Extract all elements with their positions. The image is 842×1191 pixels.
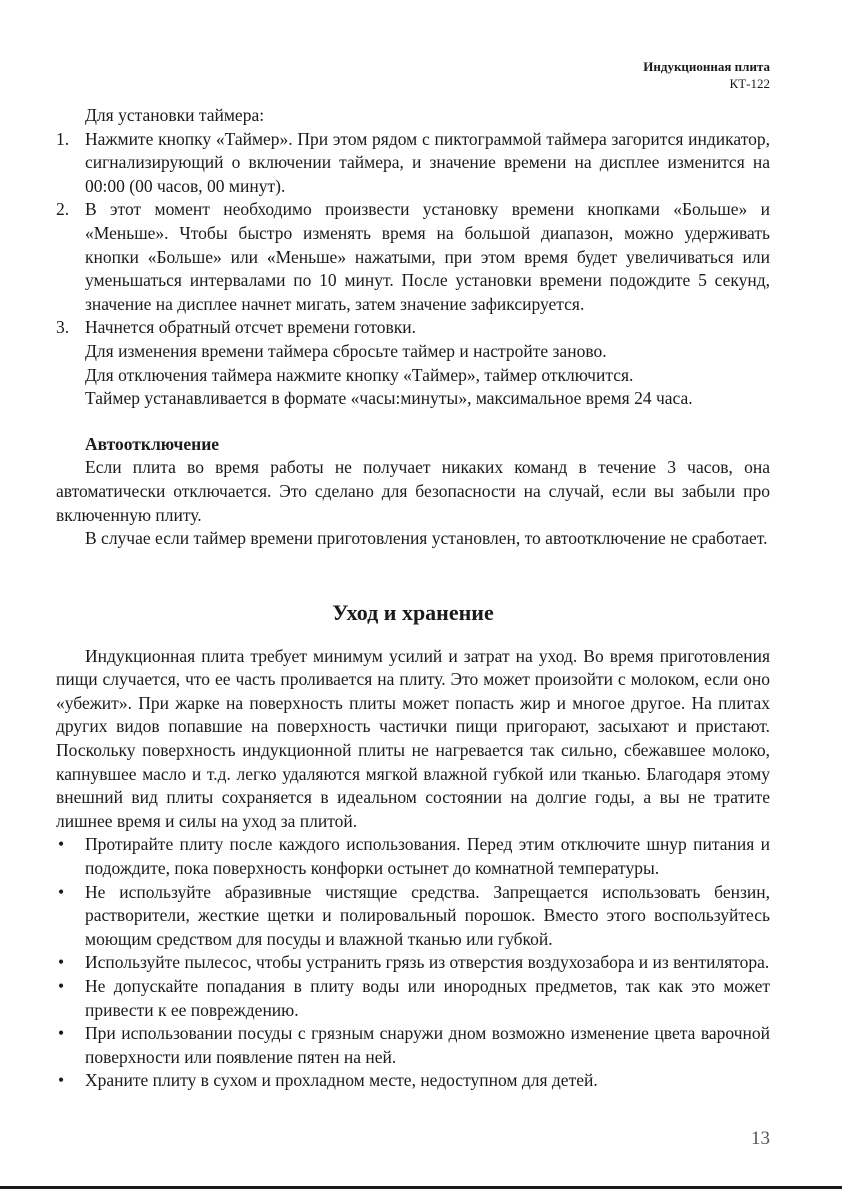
step-text: Начнется обратный отсчет времени готовки. [85, 317, 416, 338]
bottom-divider [0, 1186, 842, 1189]
list-item [56, 975, 770, 1022]
page-number: 13 [751, 1128, 770, 1149]
step-text: В этот момент необходимо произвести установку времени кнопками «Больше» и «Меньше». Чтобы быстро изменять время на большой диапазон, можно удерживать кнопки «Больше» или «Меньше» нажатыми, при этом время будет увеличиваться или уменьшаться интервалами по 10 минут. После установки времени подождите 5 секунд, значение на дисплее начнет мигать, затем значение зафиксируется. [85, 199, 770, 314]
bullet-text: Не используйте абразивные чистящие средства. Запрещается использовать бензин, растворители, жесткие щетки и полировальный порошок. Вместо этого воспользуйтесь моющим средством для посуды и влажной тканью или губкой. [85, 881, 770, 949]
auto-off-paragraph: Если плита во время работы не получает никаких команд в течение 3 часов, она автоматически отключается. Это сделано для безопасности на случай, если вы забыли про включенную плиту. [56, 457, 770, 525]
bullet-text: Протирайте плиту после каждого использования. Перед этим отключите шнур питания и подождите, пока поверхность конфорки остынет до комнатной температуры. [85, 834, 770, 879]
timer-note: Таймер устанавливается в формате «часы:минуты», максимальное время 24 часа. [85, 388, 693, 409]
list-item [56, 951, 770, 975]
step-number: 3. [56, 317, 70, 338]
auto-off-heading: Автоотключение [85, 433, 220, 454]
step-number: 2. [56, 199, 70, 220]
auto-off-paragraph: В случае если таймер времени приготовления установлен, то автоотключение не сработает. [85, 528, 768, 549]
care-intro-paragraph: Индукционная плита требует минимум усилий и затрат на уход. Во время приготовления пищи случается, что ее часть проливается на плиту. Это может произойти с молоком, если оно «убежит». При жарке на поверхность плиты может попасть жир и многое другое. На плитах других видов попавшие на поверхность частички пищи пригорают, засыхают и пристают. Поскольку поверхность индукционной плиты не нагревается так сильно, сбежавшее молоко, капнувшее масло и т.д. легко удаляются мягкой влажной губкой или тканью. Благодаря этому внешний вид плиты сохраняется в идеальном состоянии на долгие годы, а вы не тратите лишнее время и силы на уход за плитой. [56, 645, 770, 831]
list-item [56, 1022, 770, 1069]
timer-intro: Для установки таймера: [85, 105, 265, 125]
list-item [56, 833, 770, 880]
page-content [56, 104, 770, 1093]
step-text: Нажмите кнопку «Таймер». При этом рядом с пиктограммой таймера загорится индикатор, сигнализирующий о включении таймера, и значение времени на дисплее изменится на 00:00 (00 часов, 00 минут). [85, 128, 770, 196]
bullet-marker: • [58, 1023, 65, 1044]
bullet-marker: • [58, 952, 65, 973]
list-item [56, 1069, 770, 1093]
running-header [643, 58, 770, 92]
header-model: КТ-122 [729, 76, 770, 91]
header-title: Индукционная плита [643, 59, 770, 74]
bullet-marker: • [58, 834, 65, 855]
bullet-marker: • [58, 976, 65, 996]
bullet-text: Не допускайте попадания в плиту воды или инородных предметов, так как это может привести к ее повреждению. [85, 976, 770, 1020]
step-number: 1. [56, 128, 70, 149]
bullet-text: Храните плиту в сухом и прохладном месте, недоступном для детей. [85, 1070, 598, 1091]
timer-note: Для отключения таймера нажмите кнопку «Таймер», таймер отключится. [85, 364, 634, 385]
timer-steps-list [56, 128, 770, 340]
bullet-marker: • [58, 881, 65, 902]
list-item [56, 198, 770, 316]
bullet-text: Используйте пылесос, чтобы устранить грязь из отверстия воздухозабора и из вентилятора. [85, 952, 770, 973]
bullet-marker: • [58, 1070, 65, 1091]
section-title: Уход и хранение [332, 599, 494, 625]
list-item [56, 128, 770, 199]
list-item [56, 881, 770, 952]
care-bullet-list [56, 833, 770, 1093]
list-item [56, 316, 770, 340]
timer-note: Для изменения времени таймера сбросьте таймер и настройте заново. [85, 340, 607, 361]
bullet-text: При использовании посуды с грязным снаружи дном возможно изменение цвета варочной поверхности или появление пятен на ней. [85, 1023, 770, 1067]
